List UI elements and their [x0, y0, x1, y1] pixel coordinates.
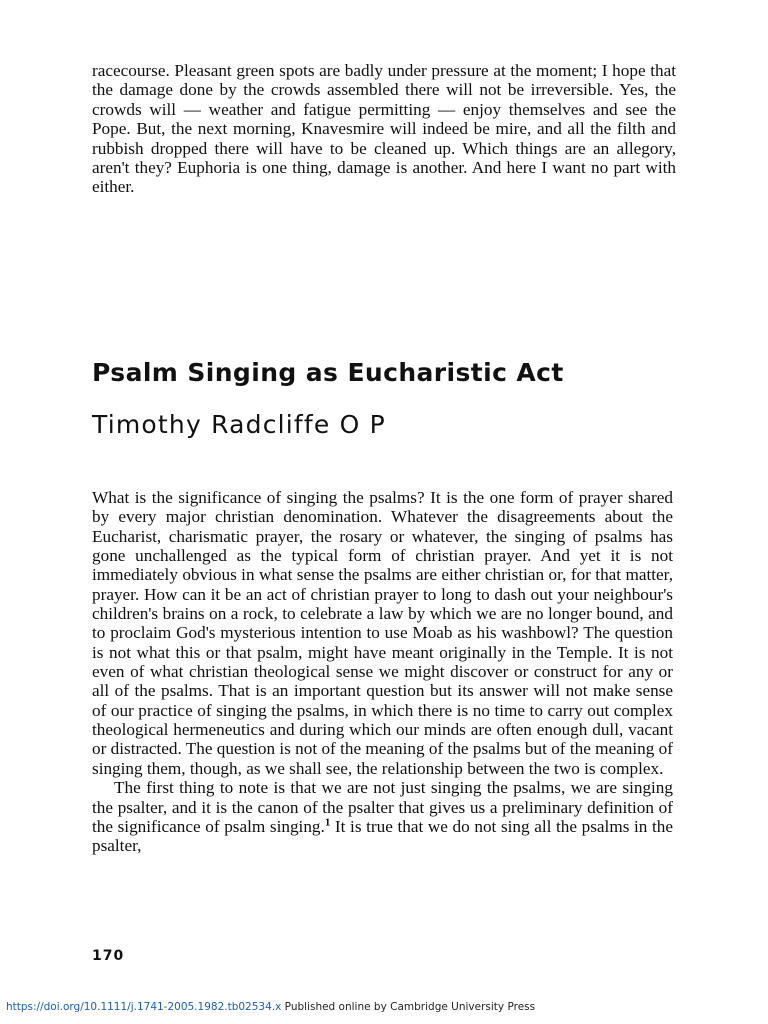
article-title: Psalm Singing as Eucharistic Act	[92, 358, 564, 387]
article-body	[92, 488, 673, 856]
body-paragraph-2-tail: It is true that we do not sing all the psalms in the psalter,	[92, 816, 673, 856]
doi-link[interactable]: https://doi.org/10.1111/j.1741-2005.1982.tb02534.x	[6, 1001, 282, 1013]
body-paragraph-1: What is the significance of singing the psalms? It is the one form of prayer shared by every major christian denomination. Whatever the disagreements about the Eucharist, charismatic prayer, the rosary or whatever, the singing of psalms has gone unchallenged as the typical form of christian prayer. And yet it is not immediately obvious in what sense the psalms are either christian or, for that matter, prayer. How can it be an act of christian prayer to long to dash out your neighbour's children's brains on a rock, to celebrate a law by which we are no longer bound, and to proclaim God's mysterious intention to use Moab as his washbowl? The question is not what this or that psalm, might have meant originally in the Temple. It is not even of what christian theological sense we might discover or construct for any or all of the psalms. That is an important question but its answer will not make sense of our practice of singing the psalms, in which there is no time to carry out complex theological hermeneutics and during which our minds are often enough dull, vacant or distracted. The question is not of the meaning of the psalms but of the meaning of singing them, though, as we shall see, the relationship between the two is complex.	[92, 488, 673, 778]
footnote-reference[interactable]: 1	[324, 816, 331, 829]
published-online-text: Published online by Cambridge University Press	[281, 1001, 536, 1013]
body-paragraph-2-text: The first thing to note is that we are not just singing the psalms, we are singing the psalter, and it is the canon of the psalter that gives us a preliminary definition of the significance of psalm singing.	[92, 778, 673, 836]
article-author: Timothy Radcliffe O P	[92, 410, 386, 439]
body-paragraph-2	[92, 778, 673, 855]
previous-article-text: racecourse. Pleasant green spots are badly under pressure at the moment; I hope that the damage done by the crowds assembled there will not be irreversible. Yes, the crowds will — weather and fatigue permitting — enjoy themselves and see the Pope. But, the next morning, Knavesmire will indeed be mire, and all the filth and rubbish dropped there will have to be cleaned up. Which things are an allegory, aren't they? Euphoria is one thing, damage is another. And here I want no part with either.	[92, 61, 676, 197]
page-number: 170	[92, 948, 125, 964]
publication-footer	[6, 1001, 535, 1013]
